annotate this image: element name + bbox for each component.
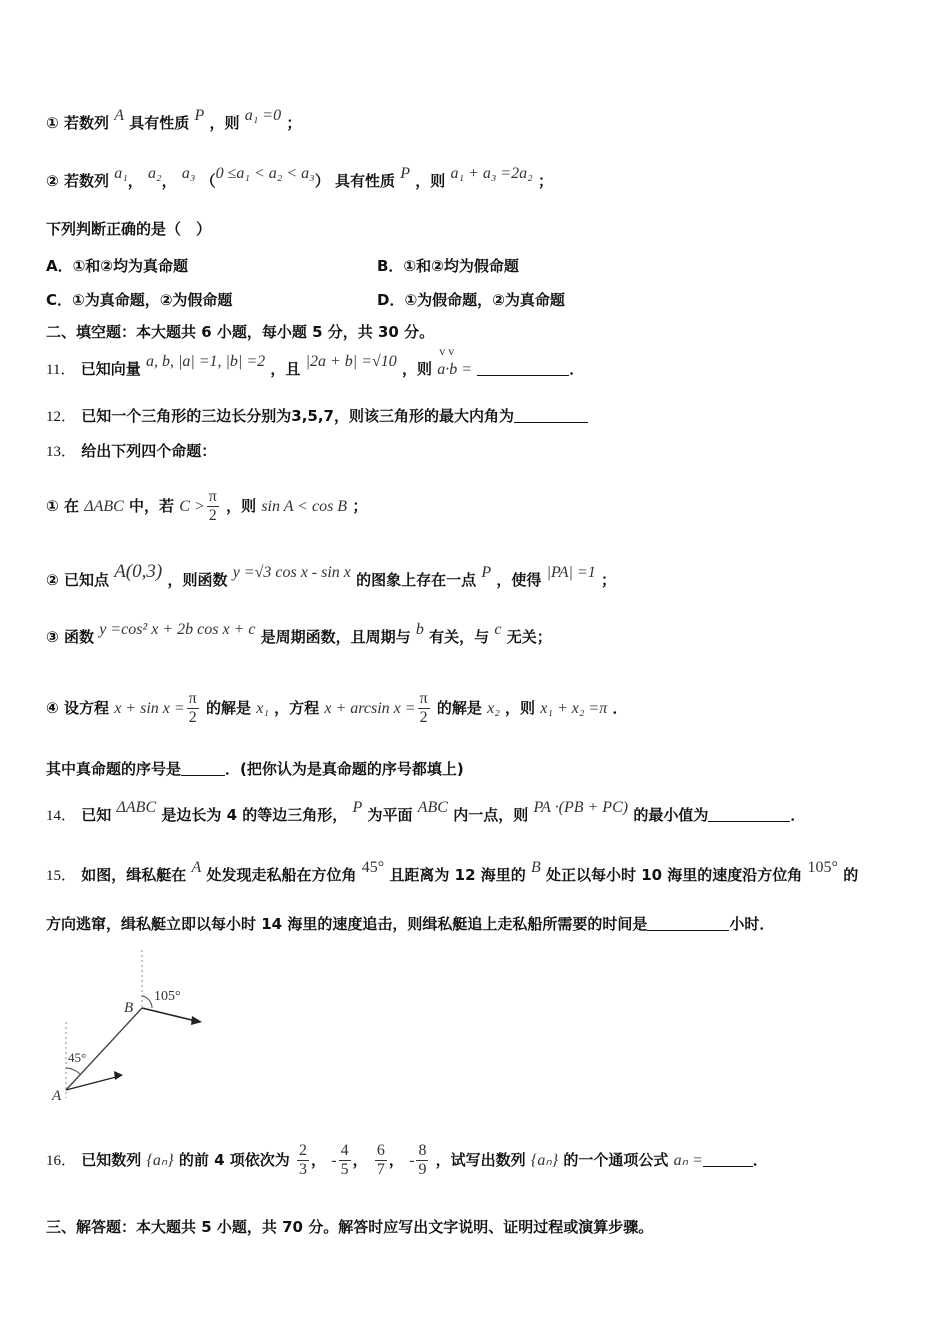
text: 函数 (63, 628, 94, 646)
math: x + sin x = (114, 700, 185, 717)
math: 105° (807, 859, 838, 876)
text: 给出下列四个命题： (81, 442, 217, 460)
numerator: π (188, 690, 197, 708)
text: ，且 (270, 360, 301, 378)
proposition-1 (46, 478, 367, 535)
text: ，则 (226, 497, 257, 515)
circle-number: ② (46, 172, 59, 190)
text: 处发现走私船在方位角 (206, 866, 357, 884)
text: ； (537, 172, 553, 190)
answer-blank[interactable] (647, 916, 729, 931)
text: ； (286, 114, 302, 132)
question-13 (46, 442, 216, 463)
arrowhead-b (191, 1016, 202, 1025)
math: a·b = (437, 361, 473, 378)
denominator: 2 (188, 709, 197, 726)
fraction (375, 1142, 387, 1178)
circle-number: ① (46, 114, 59, 132)
text: 若数列 (63, 114, 109, 132)
math: a₁ (114, 165, 128, 182)
question-13-answer (46, 760, 464, 780)
math: ABC (417, 799, 448, 816)
judge-prompt: 下列判断正确的是（ ） (46, 220, 212, 238)
text: 已知数列 (81, 1151, 142, 1169)
math: a₂ (148, 165, 162, 182)
math: 0 ≤a₁ < a₂ < a₃ (215, 165, 315, 182)
text: ， (311, 1151, 327, 1169)
question-12 (46, 407, 588, 428)
math: |2a + b| =√10 (305, 353, 397, 370)
text: 小时． (729, 915, 775, 933)
arrowhead-a (114, 1071, 123, 1080)
math: C > (179, 498, 205, 515)
math: a₃ (181, 165, 196, 182)
text: ， (127, 172, 143, 190)
denominator: 2 (208, 507, 217, 524)
math: P (352, 799, 363, 816)
option-d: D．①为假命题，②为真命题 (377, 291, 565, 309)
question-15-line-2 (46, 915, 774, 935)
circle-number: ③ (46, 628, 59, 646)
minus-sign: - (409, 1152, 415, 1169)
text: ， (388, 1151, 404, 1169)
question-number: 16． (46, 1153, 77, 1169)
section-heading: 三、解答题：本大题共 5 小题，共 70 分。解答时应写出文字说明、证明过程或演算步骤。 (46, 1218, 654, 1236)
numerator: 4 (340, 1142, 349, 1160)
math: x₁ + x₂ =π (540, 700, 608, 717)
math: a₁ =0 (244, 107, 282, 124)
text: 的前 4 项依次为 (178, 1151, 290, 1169)
vector-accent: v v (439, 344, 455, 358)
segment-ab (66, 1008, 142, 1090)
math: P (194, 107, 205, 124)
math: a₁ + a₃ =2a₂ (450, 165, 533, 182)
text: ． (790, 806, 806, 824)
circle-number: ② (46, 571, 59, 589)
fraction (187, 690, 199, 726)
angle-label-45: 45° (68, 1050, 87, 1065)
math: |PA| =1 (546, 564, 596, 581)
math: sin A < cos B (261, 498, 348, 515)
text: 内一点，则 (453, 806, 529, 824)
question-number: 15． (46, 868, 77, 884)
numerator: π (419, 690, 428, 708)
text: ．(把你认为是真命题的序号都填上) (225, 760, 464, 778)
circle-number: ④ (46, 699, 59, 717)
question-15 (46, 859, 859, 887)
math: aₙ = (673, 1152, 703, 1169)
text: ． (612, 699, 628, 717)
math: ΔABC (116, 799, 157, 816)
question-number: 14． (46, 808, 77, 824)
text: ， (352, 1151, 368, 1169)
text: ； (352, 497, 368, 515)
math: b (415, 621, 424, 638)
answer-blank[interactable] (181, 761, 225, 776)
angle-arc-45 (66, 1068, 80, 1074)
denominator: 7 (376, 1161, 385, 1178)
question-14 (46, 799, 806, 827)
text: ，则 (209, 114, 240, 132)
answer-blank[interactable] (708, 807, 790, 822)
text: ． (569, 360, 585, 378)
text: ） (314, 172, 330, 190)
math: A (114, 107, 124, 124)
math: x + arcsin x = (324, 700, 416, 717)
fraction (207, 488, 219, 524)
text: 有关，与 (429, 628, 490, 646)
text: 且距离为 12 海里的 (389, 866, 526, 884)
text: 是周期函数，且周期与 (260, 628, 411, 646)
text: ，则 (402, 360, 433, 378)
text: 已知一个三角形的三边长分别为3,5,7，则该三角形的最大内角为 (81, 407, 514, 425)
option-c: C．①为真命题，②为假命题 (46, 291, 233, 309)
statement-2 (46, 165, 553, 193)
minus-sign: - (331, 1152, 337, 1169)
text: 已知向量 (80, 360, 141, 378)
text: ． (752, 1151, 768, 1169)
math: P (400, 165, 410, 182)
text: 具有性质 (129, 114, 190, 132)
fraction (297, 1142, 309, 1178)
text: ，则函数 (167, 571, 228, 589)
question-number: 12． (46, 409, 77, 425)
answer-blank[interactable] (703, 1152, 753, 1167)
denominator: 2 (419, 709, 428, 726)
math: c (494, 621, 502, 638)
question-11 (46, 344, 585, 381)
math: a, b, |a| =1, |b| =2 (145, 353, 266, 370)
circle-number: ① (46, 497, 59, 515)
math: y =cos² x + 2b cos x + c (99, 621, 256, 638)
fraction (416, 1142, 428, 1178)
pursuit-diagram (48, 950, 228, 1110)
text: ， (161, 172, 177, 190)
numerator: 8 (418, 1142, 427, 1160)
text: 中，若 (129, 497, 175, 515)
text: 方向逃窜，缉私艇立即以每小时 14 海里的速度追击，则缉私艇追上走私船所需要的时间是 (46, 915, 648, 933)
text: 是边长为 4 的等边三角形， (161, 806, 348, 824)
text: 无关； (506, 628, 552, 646)
text: ； (600, 571, 616, 589)
math: P (481, 564, 492, 581)
numerator: π (208, 488, 217, 506)
math: y =√3 cos x - sin x (232, 564, 351, 581)
math: A (191, 859, 202, 876)
denominator: 3 (299, 1161, 308, 1178)
math: {aₙ} (530, 1152, 559, 1169)
math: B (530, 859, 541, 876)
math: x₂ (487, 700, 500, 717)
patrol-direction (66, 1076, 120, 1090)
text: 为平面 (367, 806, 413, 824)
label-a: A (52, 1088, 62, 1104)
angle-arc-105 (142, 996, 152, 1008)
dot-product (437, 344, 477, 378)
math: 45° (361, 859, 385, 876)
text: 的一个通项公式 (563, 1151, 669, 1169)
denominator: 9 (418, 1161, 427, 1178)
proposition-2 (46, 561, 616, 593)
question-number: 11． (46, 362, 76, 378)
text: 如图，缉私艇在 (81, 866, 187, 884)
option-a: A．①和②均为真命题 (46, 257, 189, 275)
question-number: 13． (46, 444, 77, 460)
smuggler-path (142, 1008, 200, 1022)
answer-blank[interactable] (514, 408, 588, 423)
text: 具有性质 (334, 172, 395, 190)
text: 的图象上存在一点 (356, 571, 477, 589)
text: 其中真命题的序号是 (46, 760, 182, 778)
text: ，试写出数列 (435, 1151, 526, 1169)
math: {aₙ} (146, 1152, 174, 1169)
text: ，则 (415, 172, 446, 190)
math: ΔABC (84, 498, 124, 515)
denominator: 5 (340, 1161, 349, 1178)
angle-label-105: 105° (154, 989, 181, 1004)
text: 已知点 (63, 571, 109, 589)
text: ，方程 (274, 699, 320, 717)
fraction (418, 690, 430, 726)
question-16 (46, 1134, 768, 1187)
proposition-4 (46, 680, 627, 737)
answer-blank[interactable] (477, 361, 569, 376)
text: 在 (63, 497, 79, 515)
text: ，则 (505, 699, 536, 717)
text: 设方程 (63, 699, 109, 717)
fraction (339, 1142, 351, 1178)
numerator: 6 (376, 1142, 385, 1160)
math: A(0,3) (114, 561, 163, 582)
proposition-3 (46, 621, 552, 649)
text: 的 (843, 866, 859, 884)
text: （ (200, 172, 216, 190)
section-heading: 二、填空题：本大题共 6 小题，每小题 5 分，共 30 分。 (46, 323, 435, 341)
label-b: B (124, 1000, 134, 1016)
text: 处正以每小时 10 海里的速度沿方位角 (545, 866, 803, 884)
text: 的解是 (205, 699, 251, 717)
math: PA ·(PB + PC) (533, 799, 629, 816)
math: x₁ (256, 700, 269, 717)
text: ，使得 (496, 571, 542, 589)
option-b: B．①和②均为假命题 (377, 257, 519, 275)
statement-1 (46, 107, 302, 135)
text: 若数列 (63, 172, 109, 190)
text: 的解是 (436, 699, 482, 717)
text: 已知 (81, 806, 112, 824)
text: 的最小值为 (633, 806, 709, 824)
numerator: 2 (299, 1142, 308, 1160)
